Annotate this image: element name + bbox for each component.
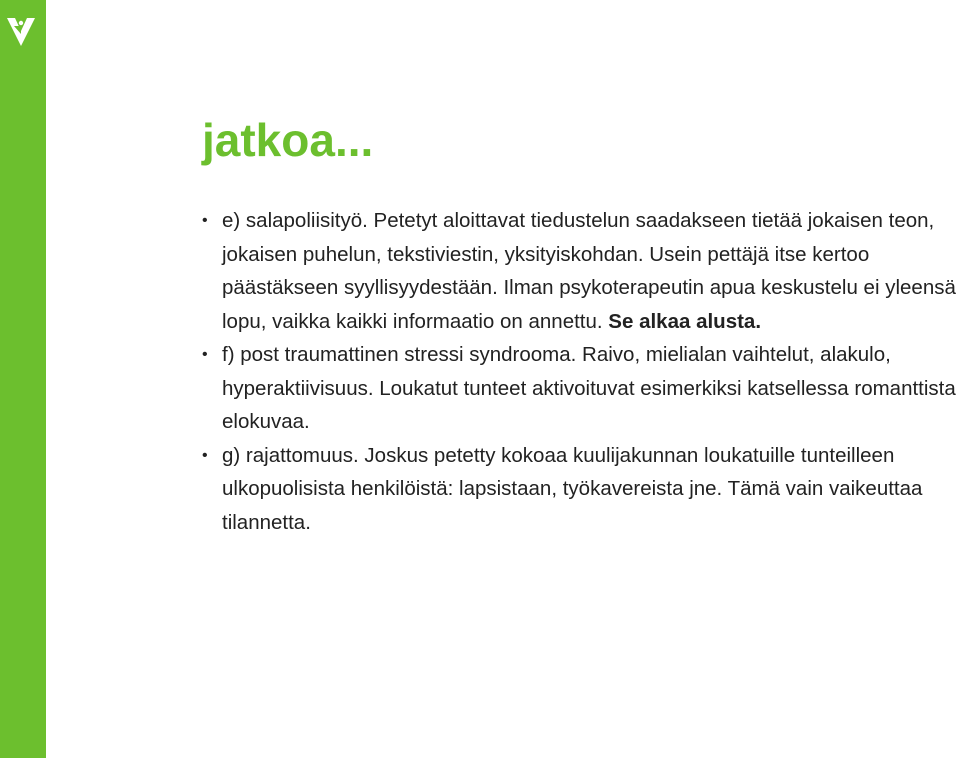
list-item bbox=[202, 439, 957, 540]
bullet-list bbox=[202, 204, 957, 539]
list-item bbox=[202, 204, 957, 338]
bullet-text-emphasis: Se alkaa alusta. bbox=[602, 309, 762, 333]
bullet-marker: • bbox=[202, 346, 208, 363]
slide-title: jatkoa... bbox=[202, 114, 374, 166]
bullet-marker: • bbox=[202, 212, 208, 229]
bullet-text: e) salapoliisityö. Petetyt aloittavat tiedustelun saadakseen tietää jokaisen teon, jokaisen puhelun, tekstiviestin, yksityiskohdan. Usein pettäjä itse kertoo päästäkseen syyllisyydestään. Ilman psykoterapeutin apua keskustelu ei yleensä lopu, vaikka kaikki informaatio on annettu. bbox=[222, 209, 956, 333]
bullet-marker: • bbox=[202, 446, 208, 464]
side-accent-bar bbox=[0, 0, 46, 758]
bullet-text: g) rajattomuus. Joskus petetty kokoaa kuulijakunnan loukatuille tunteilleen ulkopuolisista henkilöistä: lapsistaan, työkavereista jne. Tämä vain vaikeuttaa tilannetta. bbox=[222, 443, 923, 534]
list-item bbox=[202, 338, 957, 439]
leaf-logo-icon bbox=[4, 14, 38, 50]
bullet-text: f) post traumattinen stressi syndrooma. Raivo, mielialan vaihtelut, alakulo, hyperaktiivisuus. Loukatut tunteet aktivoituvat esimerkiksi katsellessa romanttista elokuvaa. bbox=[222, 343, 956, 433]
